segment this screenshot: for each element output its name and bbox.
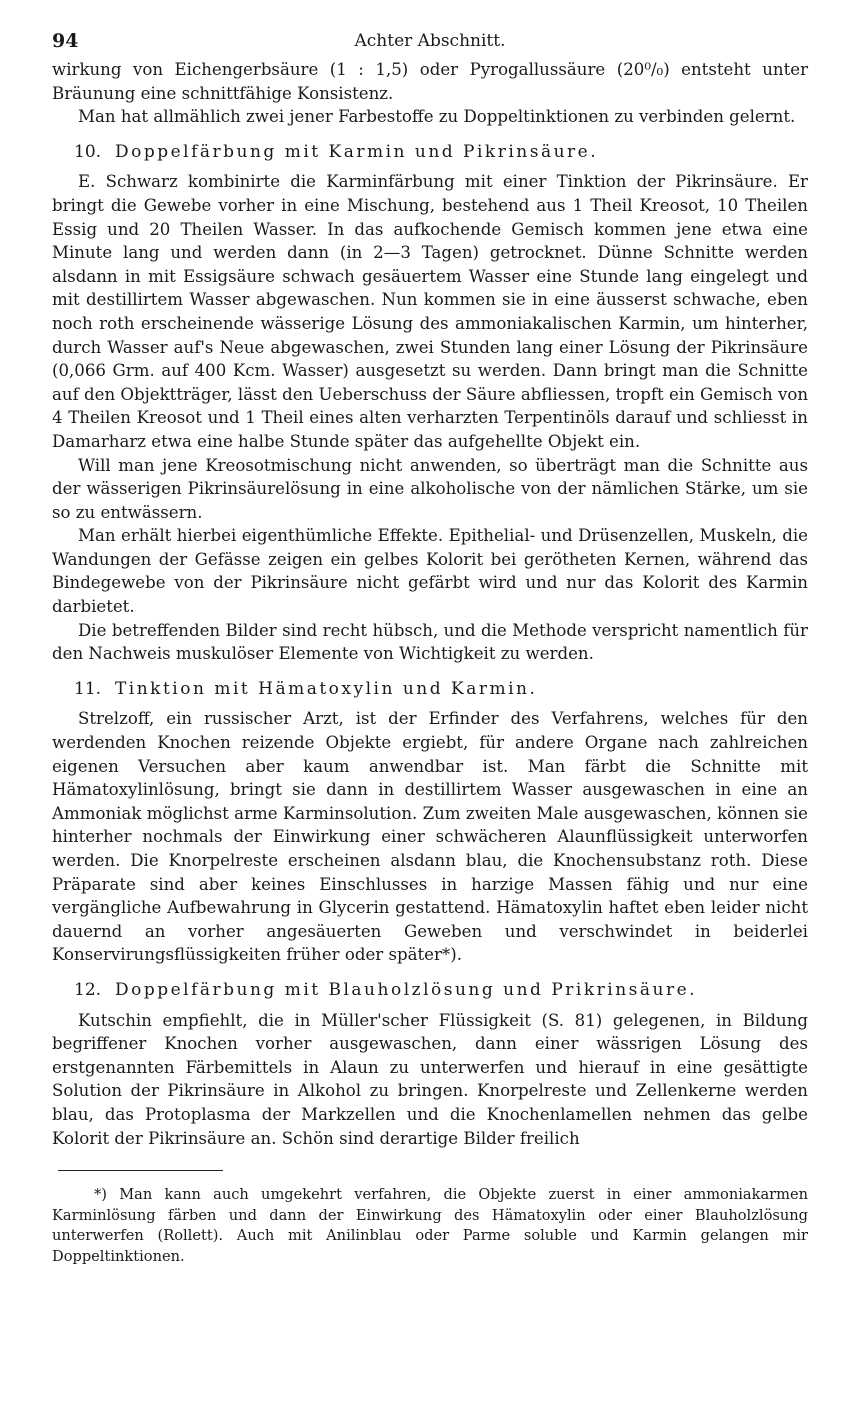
paragraph-continued: wirkung von Eichengerbsäure (1 : 1,5) oder Pyrogallussäure (20⁰/₀) entsteht unter Bräunung eine schnittfähige Konsistenz.	[52, 60, 808, 103]
section-heading-10	[74, 141, 808, 165]
section-10-paragraph-3: Man erhält hierbei eigenthümliche Effekte. Epithelial- und Drüsenzellen, Muskeln, die Wandungen der Gefässe zeigen ein gelbes Kolorit bei gerötheten Kernen, während das Bindegewebe von der Pikrinsäure nicht gefärbt wird und nur das Kolorit des Karmin darbietet.	[52, 526, 808, 617]
section-10-paragraph-2: Will man jene Kreosotmischung nicht anwenden, so überträgt man die Schnitte aus der wässerigen Pikrinsäurelösung in eine alkoholische von der nämlichen Stärke, um sie so zu entwässern.	[52, 455, 808, 522]
section-number: 11.	[74, 678, 102, 699]
section-number: 12.	[74, 979, 102, 1000]
section-heading-12	[74, 979, 808, 1003]
section-heading-11	[74, 678, 808, 702]
footnote-separator	[58, 1170, 223, 1171]
section-10-paragraph-1: E. Schwarz kombinirte die Karminfärbung mit einer Tinktion der Pikrinsäure. Er bringt die Gewebe vorher in eine Mischung, bestehend aus 1 Theil Kreosot, 10 Theilen Essig und 20 Theilen Wasser. In das aufkochende Gemisch kommen jene etwa eine Minute lang und werden dann (in 2—3 Tagen) getrocknet. Dünne Schnitte werden alsdann in mit Essigsäure schwach gesäuertem Wasser eine Stunde lang eingelegt und mit destillirtem Wasser abgewaschen. Nun kommen sie in eine äusserst schwache, eben noch roth erscheinende wässerige Lösung des ammoniakalischen Karmin, um hinterher, durch Wasser auf's Neue abgewaschen, zwei Stunden lang einer Lösung der Pikrinsäure (0,066 Grm. auf 400 Kcm. Wasser) ausgesetzt su werden. Dann bringt man die Schnitte auf den Objektträger, lässt den Ueberschuss der Säure abfliessen, tropft ein Gemisch von 4 Theilen Kreosot und 1 Theil eines alten verharzten Terpentinöls darauf und schliesst in Damarharz etwa eine halbe Stunde später das aufgehellte Objekt ein.	[52, 172, 808, 451]
paragraph-doppeltinktionen: Man hat allmählich zwei jener Farbestoffe zu Doppeltinktionen zu verbinden gelernt.	[78, 107, 796, 127]
section-10-paragraph-4: Die betreffenden Bilder sind recht hübsch, und die Methode verspricht namentlich für den Nachweis muskulöser Elemente von Wichtigkeit zu werden.	[52, 620, 808, 664]
section-title: Doppelfärbung mit Karmin und Pikrinsäure.	[114, 141, 599, 162]
section-12-paragraph-1: Kutschin empfiehlt, die in Müller'scher Flüssigkeit (S. 81) gelegenen, in Bildung begriffener Knochen vorher ausgewaschen, dann einer wässrigen Lösung des erstgenannten Färbemittels in Alaun zu unterwerfen und hierauf in eine gesättigte Solution der Pikrinsäure in Alkohol zu bringen. Knorpelreste und Zellenkerne werden blau, das Protoplasma der Markzellen und die Knochenlamellen nehmen das gelbe Kolorit der Pikrinsäure an. Schön sind derartige Bilder freilich	[52, 1010, 808, 1148]
section-title: Tinktion mit Hämatoxylin und Karmin.	[114, 678, 538, 699]
footnote: *) Man kann auch umgekehrt verfahren, die Objekte zuerst in einer ammoniakarmen Karminlösung färben und dann der Einwirkung des Hämatoxylin oder einer Blauholzlösung unterwerfen (Rollett). Auch mit Anilinblau oder Parme soluble und Karmin gelangen mir Doppeltinktionen.	[52, 1186, 808, 1265]
page-header	[52, 24, 808, 58]
running-title: Achter Abschnitt.	[354, 31, 506, 51]
section-11-paragraph-1: Strelzoff, ein russischer Arzt, ist der Erfinder des Verfahrens, welches für den werdenden Knochen reizende Objekte ergiebt, für andere Organe nach zahlreichen eigenen Versuchen aber kaum anwendbar ist. Man färbt die Schnitte mit Hämatoxylinlösung, bringt sie dann in destillirtem Wasser ausgewaschen in eine an Ammoniak möglichst arme Karminsolution. Zum zweiten Male ausgewaschen, können sie hinterher nochmals der Einwirkung einer schwächeren Alaunflüssigkeit unterworfen werden. Die Knorpelreste erscheinen alsdann blau, die Knochensubstanz roth. Diese Präparate sind aber keines Einschlusses in harzige Massen fähig und nur eine vergängliche Aufbewahrung in Glycerin gestattend. Hämatoxylin haftet eben leider nicht dauernd an vorher angesäuerten Geweben und verschwindet in beiderlei Konservirungsflüssigkeiten früher oder später*).	[52, 709, 808, 965]
section-title: Doppelfärbung mit Blauholzlösung und Prikrinsäure.	[114, 979, 698, 1000]
page-number: 94	[52, 30, 79, 52]
section-number: 10.	[74, 141, 102, 162]
